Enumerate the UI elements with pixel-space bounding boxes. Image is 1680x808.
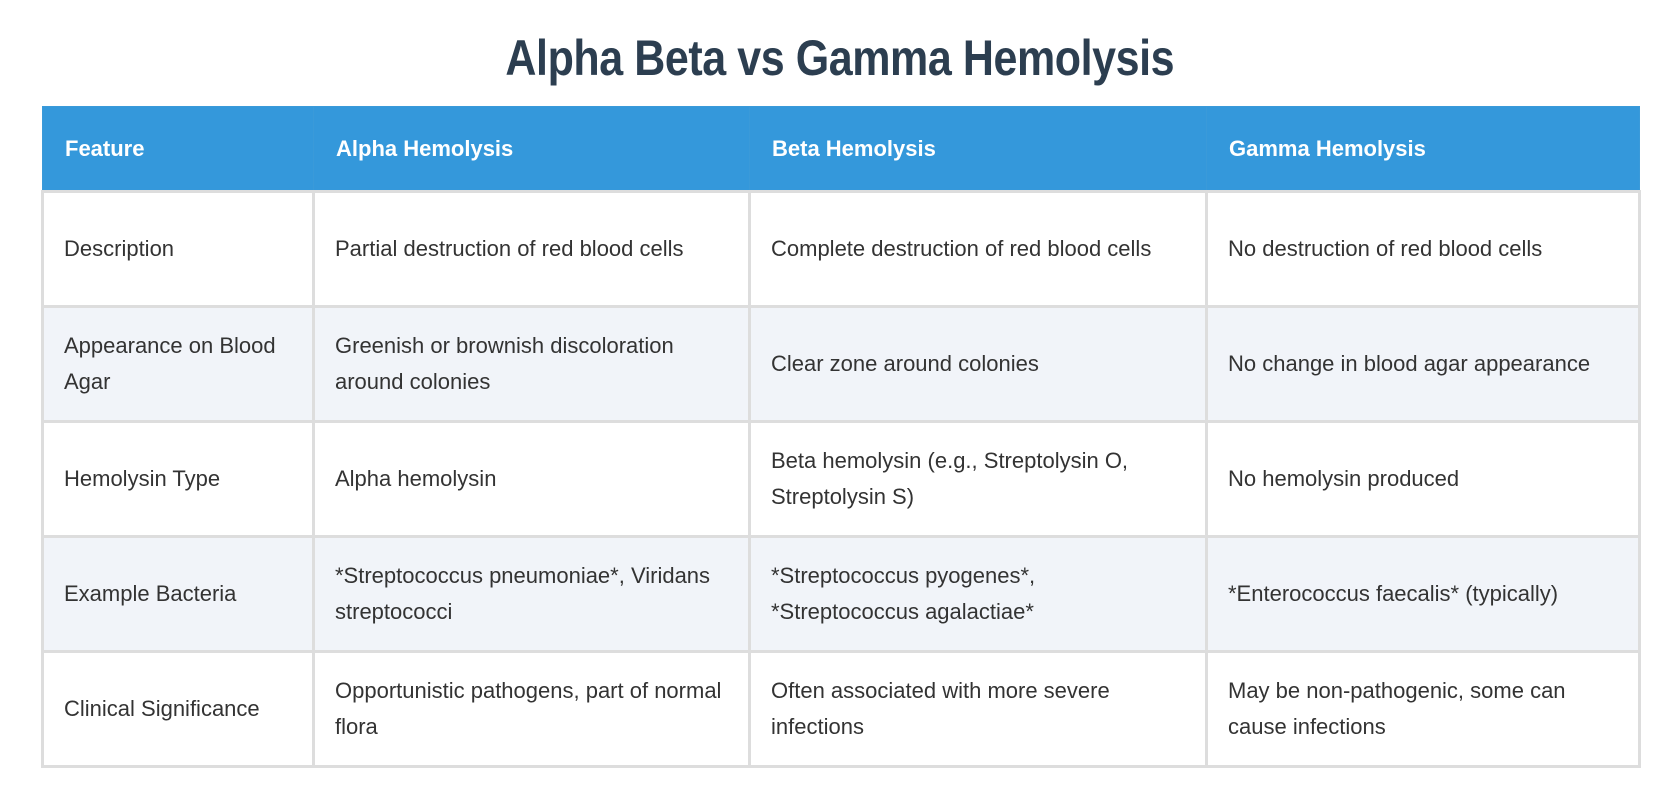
comparison-table <box>41 106 1641 768</box>
header-beta-hemolysis: Beta Hemolysis <box>750 107 1207 192</box>
cell-gamma: *Enterococcus faecalis* (typically) <box>1207 537 1640 652</box>
cell-alpha: Partial destruction of red blood cells <box>314 192 750 307</box>
cell-alpha: *Streptococcus pneumoniae*, Viridans streptococci <box>314 537 750 652</box>
table-row-example-bacteria <box>43 537 1640 652</box>
row-label: Description <box>43 192 314 307</box>
row-label: Appearance on Blood Agar <box>43 307 314 422</box>
table-row-appearance <box>43 307 1640 422</box>
cell-gamma: No destruction of red blood cells <box>1207 192 1640 307</box>
cell-beta: *Streptococcus pyogenes*, *Streptococcus agalactiae* <box>750 537 1207 652</box>
row-label: Clinical Significance <box>43 652 314 767</box>
row-label: Hemolysin Type <box>43 422 314 537</box>
cell-beta: Complete destruction of red blood cells <box>750 192 1207 307</box>
table-header-row <box>43 107 1640 192</box>
cell-alpha: Greenish or brownish discoloration around colonies <box>314 307 750 422</box>
page-title-text: Alpha Beta vs Gamma Hemolysis <box>505 30 1175 86</box>
page-title <box>0 28 1680 88</box>
row-label: Example Bacteria <box>43 537 314 652</box>
cell-beta: Clear zone around colonies <box>750 307 1207 422</box>
header-feature: Feature <box>43 107 314 192</box>
header-alpha-hemolysis: Alpha Hemolysis <box>314 107 750 192</box>
cell-alpha: Opportunistic pathogens, part of normal flora <box>314 652 750 767</box>
table-row-clinical-significance <box>43 652 1640 767</box>
cell-alpha: Alpha hemolysin <box>314 422 750 537</box>
cell-gamma: May be non-pathogenic, some can cause infections <box>1207 652 1640 767</box>
cell-gamma: No hemolysin produced <box>1207 422 1640 537</box>
header-gamma-hemolysis: Gamma Hemolysis <box>1207 107 1640 192</box>
cell-gamma: No change in blood agar appearance <box>1207 307 1640 422</box>
table-row-hemolysin-type <box>43 422 1640 537</box>
cell-beta: Often associated with more severe infections <box>750 652 1207 767</box>
cell-beta: Beta hemolysin (e.g., Streptolysin O, Streptolysin S) <box>750 422 1207 537</box>
table-row-description <box>43 192 1640 307</box>
